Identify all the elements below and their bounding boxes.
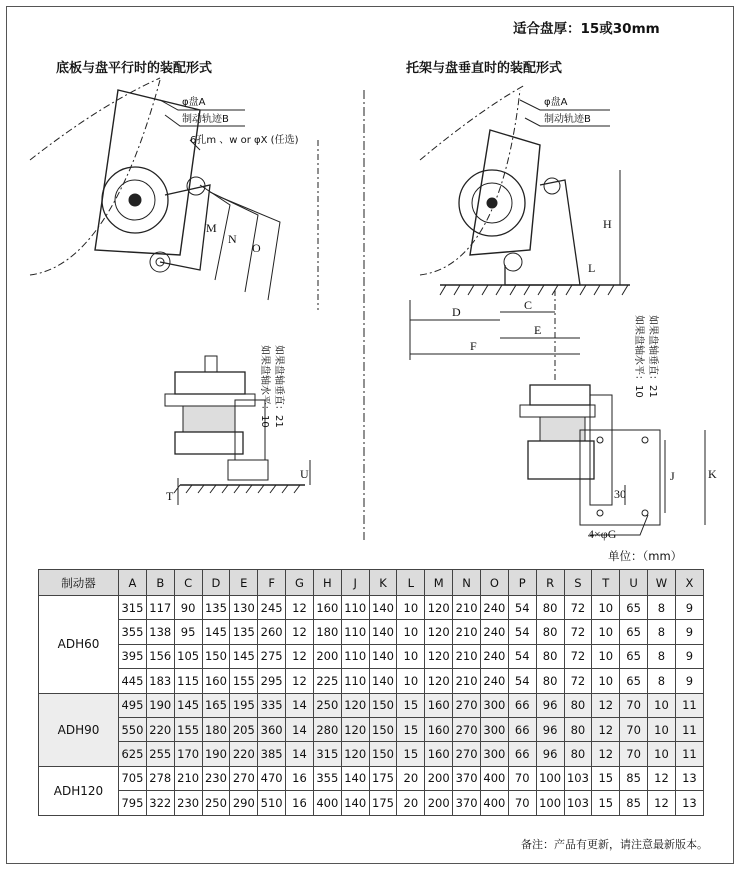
- value-cell: 80: [564, 693, 592, 717]
- value-cell: 100: [536, 766, 564, 790]
- table-row: [39, 791, 704, 815]
- value-cell: 385: [258, 742, 286, 766]
- value-cell: 12: [648, 766, 676, 790]
- value-cell: 180: [202, 717, 230, 741]
- value-cell: 156: [146, 644, 174, 668]
- value-cell: 10: [592, 596, 620, 620]
- value-cell: 12: [286, 669, 314, 693]
- value-cell: 100: [536, 791, 564, 815]
- value-cell: 240: [480, 620, 508, 644]
- value-cell: 140: [369, 669, 397, 693]
- value-cell: 12: [648, 791, 676, 815]
- dim-D: D: [452, 305, 461, 319]
- value-cell: 9: [675, 644, 703, 668]
- value-cell: 270: [230, 766, 258, 790]
- value-cell: 165: [202, 693, 230, 717]
- value-cell: 72: [564, 620, 592, 644]
- value-cell: 175: [369, 766, 397, 790]
- value-cell: 80: [536, 596, 564, 620]
- left-view-title: 底板与盘平行时的装配形式: [56, 61, 213, 76]
- value-cell: 322: [146, 791, 174, 815]
- right-callout-disc: φ盘A: [544, 97, 568, 108]
- value-cell: 54: [508, 669, 536, 693]
- dim-T: T: [166, 489, 174, 503]
- value-cell: 160: [425, 693, 453, 717]
- value-cell: 105: [174, 644, 202, 668]
- value-cell: 295: [258, 669, 286, 693]
- value-cell: 183: [146, 669, 174, 693]
- value-cell: 8: [648, 620, 676, 644]
- value-cell: 96: [536, 693, 564, 717]
- value-cell: 290: [230, 791, 258, 815]
- value-cell: 145: [202, 620, 230, 644]
- value-cell: 15: [592, 791, 620, 815]
- value-cell: 20: [397, 791, 425, 815]
- left-callout-disc: φ盘A: [182, 97, 206, 108]
- left-brake-figure: [30, 78, 318, 310]
- value-cell: 138: [146, 620, 174, 644]
- value-cell: 10: [592, 669, 620, 693]
- value-cell: 16: [286, 791, 314, 815]
- value-cell: 120: [425, 596, 453, 620]
- column-header: S: [564, 570, 592, 596]
- value-cell: 14: [286, 717, 314, 741]
- column-header: D: [202, 570, 230, 596]
- value-cell: 12: [592, 693, 620, 717]
- column-header: J: [341, 570, 369, 596]
- value-cell: 65: [620, 644, 648, 668]
- value-cell: 80: [564, 742, 592, 766]
- value-cell: 120: [425, 620, 453, 644]
- value-cell: 80: [564, 717, 592, 741]
- footnote: 备注：产品有更新，请注意最新版本。: [521, 838, 708, 851]
- value-cell: 70: [620, 717, 648, 741]
- left-side-figure: [165, 356, 310, 505]
- value-cell: 210: [453, 644, 481, 668]
- value-cell: 103: [564, 791, 592, 815]
- value-cell: 15: [397, 742, 425, 766]
- right-side-figure: [520, 385, 705, 535]
- dim-O: O: [252, 241, 261, 255]
- right-brake-figure: [410, 85, 630, 380]
- value-cell: 275: [258, 644, 286, 668]
- value-cell: 210: [453, 596, 481, 620]
- value-cell: 117: [146, 596, 174, 620]
- value-cell: 705: [119, 766, 147, 790]
- value-cell: 355: [313, 766, 341, 790]
- value-cell: 96: [536, 742, 564, 766]
- column-header: C: [174, 570, 202, 596]
- value-cell: 180: [313, 620, 341, 644]
- value-cell: 70: [508, 791, 536, 815]
- value-cell: 140: [341, 791, 369, 815]
- value-cell: 130: [230, 596, 258, 620]
- value-cell: 495: [119, 693, 147, 717]
- value-cell: 150: [202, 644, 230, 668]
- table-row: [39, 766, 704, 790]
- dim-C: C: [524, 298, 533, 312]
- value-cell: 150: [369, 717, 397, 741]
- value-cell: 360: [258, 717, 286, 741]
- value-cell: 250: [313, 693, 341, 717]
- column-header: G: [286, 570, 314, 596]
- value-cell: 72: [564, 644, 592, 668]
- column-header: F: [258, 570, 286, 596]
- table-row: [39, 742, 704, 766]
- column-header: B: [146, 570, 174, 596]
- value-cell: 54: [508, 596, 536, 620]
- column-header: L: [397, 570, 425, 596]
- value-cell: 190: [146, 693, 174, 717]
- value-cell: 470: [258, 766, 286, 790]
- column-header: K: [369, 570, 397, 596]
- value-cell: 255: [146, 742, 174, 766]
- value-cell: 300: [480, 717, 508, 741]
- value-cell: 10: [648, 717, 676, 741]
- value-cell: 20: [397, 766, 425, 790]
- value-cell: 140: [369, 644, 397, 668]
- value-cell: 15: [397, 717, 425, 741]
- table-row: [39, 717, 704, 741]
- column-header: N: [453, 570, 481, 596]
- unit-label: 单位：（mm）: [608, 549, 683, 563]
- table-row: [39, 620, 704, 644]
- left-note-horizontal: 如果盘轴水平：10: [259, 345, 270, 428]
- value-cell: 13: [675, 791, 703, 815]
- value-cell: 9: [675, 620, 703, 644]
- value-cell: 10: [648, 742, 676, 766]
- column-header: E: [230, 570, 258, 596]
- value-cell: 160: [425, 717, 453, 741]
- value-cell: 10: [592, 644, 620, 668]
- value-cell: 160: [425, 742, 453, 766]
- value-cell: 8: [648, 669, 676, 693]
- value-cell: 8: [648, 596, 676, 620]
- column-header: P: [508, 570, 536, 596]
- value-cell: 120: [341, 693, 369, 717]
- column-header: R: [536, 570, 564, 596]
- right-note-vertical: 如果盘轴垂直：21: [647, 315, 658, 398]
- dim-F: F: [470, 339, 477, 353]
- value-cell: 145: [230, 644, 258, 668]
- value-cell: 270: [453, 693, 481, 717]
- value-cell: 445: [119, 669, 147, 693]
- value-cell: 70: [620, 742, 648, 766]
- left-callout-track: 制动轨迹B: [182, 114, 229, 125]
- dim-J: J: [670, 469, 675, 483]
- table-row: [39, 669, 704, 693]
- table-row: [39, 644, 704, 668]
- value-cell: 175: [369, 791, 397, 815]
- value-cell: 150: [369, 742, 397, 766]
- value-cell: 135: [230, 620, 258, 644]
- value-cell: 65: [620, 596, 648, 620]
- value-cell: 80: [536, 669, 564, 693]
- column-header: M: [425, 570, 453, 596]
- dim-U: U: [300, 467, 309, 481]
- value-cell: 54: [508, 620, 536, 644]
- value-cell: 315: [119, 596, 147, 620]
- value-cell: 355: [119, 620, 147, 644]
- value-cell: 110: [341, 644, 369, 668]
- column-header: H: [313, 570, 341, 596]
- value-cell: 220: [230, 742, 258, 766]
- value-cell: 195: [230, 693, 258, 717]
- value-cell: 135: [202, 596, 230, 620]
- value-cell: 9: [675, 596, 703, 620]
- value-cell: 400: [313, 791, 341, 815]
- value-cell: 160: [202, 669, 230, 693]
- value-cell: 10: [397, 596, 425, 620]
- value-cell: 10: [397, 620, 425, 644]
- value-cell: 70: [508, 766, 536, 790]
- value-cell: 170: [174, 742, 202, 766]
- disc-thickness-note: 适合盘厚：15或30mm: [513, 21, 660, 37]
- value-cell: 85: [620, 766, 648, 790]
- value-cell: 300: [480, 742, 508, 766]
- dim-L: L: [588, 261, 596, 275]
- value-cell: 10: [592, 620, 620, 644]
- spec-table: [38, 569, 704, 816]
- value-cell: 200: [313, 644, 341, 668]
- value-cell: 280: [313, 717, 341, 741]
- value-cell: 65: [620, 620, 648, 644]
- dim-E: E: [534, 323, 542, 337]
- column-header: 制动器: [39, 570, 119, 596]
- spec-table-header: [39, 570, 704, 596]
- value-cell: 120: [341, 717, 369, 741]
- value-cell: 230: [202, 766, 230, 790]
- value-cell: 140: [341, 766, 369, 790]
- value-cell: 240: [480, 596, 508, 620]
- left-note-vertical: 如果盘轴垂直：21: [273, 345, 284, 428]
- value-cell: 72: [564, 596, 592, 620]
- right-callout-track: 制动轨迹B: [544, 114, 591, 125]
- value-cell: 395: [119, 644, 147, 668]
- value-cell: 140: [369, 596, 397, 620]
- value-cell: 110: [341, 596, 369, 620]
- column-header: T: [592, 570, 620, 596]
- value-cell: 120: [425, 644, 453, 668]
- value-cell: 13: [675, 766, 703, 790]
- value-cell: 205: [230, 717, 258, 741]
- column-header: O: [480, 570, 508, 596]
- value-cell: 115: [174, 669, 202, 693]
- value-cell: 110: [341, 620, 369, 644]
- value-cell: 10: [397, 669, 425, 693]
- value-cell: 12: [286, 596, 314, 620]
- table-row: [39, 596, 704, 620]
- dim-K: K: [708, 467, 717, 481]
- column-header: U: [620, 570, 648, 596]
- value-cell: 85: [620, 791, 648, 815]
- value-cell: 72: [564, 669, 592, 693]
- right-view-title: 托架与盘垂直时的装配形式: [406, 61, 563, 76]
- value-cell: 12: [592, 717, 620, 741]
- value-cell: 200: [425, 791, 453, 815]
- value-cell: 225: [313, 669, 341, 693]
- value-cell: 95: [174, 620, 202, 644]
- value-cell: 155: [230, 669, 258, 693]
- value-cell: 795: [119, 791, 147, 815]
- model-cell: ADH120: [39, 766, 119, 815]
- value-cell: 15: [592, 766, 620, 790]
- value-cell: 11: [675, 717, 703, 741]
- value-cell: 145: [174, 693, 202, 717]
- value-cell: 66: [508, 742, 536, 766]
- model-cell: ADH60: [39, 596, 119, 694]
- dim-M: M: [206, 221, 217, 235]
- value-cell: 300: [480, 693, 508, 717]
- value-cell: 278: [146, 766, 174, 790]
- value-cell: 210: [453, 669, 481, 693]
- value-cell: 66: [508, 717, 536, 741]
- value-cell: 120: [341, 742, 369, 766]
- value-cell: 245: [258, 596, 286, 620]
- value-cell: 550: [119, 717, 147, 741]
- value-cell: 210: [453, 620, 481, 644]
- value-cell: 110: [341, 669, 369, 693]
- value-cell: 315: [313, 742, 341, 766]
- column-header: X: [675, 570, 703, 596]
- value-cell: 96: [536, 717, 564, 741]
- value-cell: 12: [592, 742, 620, 766]
- value-cell: 14: [286, 693, 314, 717]
- value-cell: 270: [453, 742, 481, 766]
- value-cell: 12: [286, 620, 314, 644]
- value-cell: 160: [313, 596, 341, 620]
- model-cell: ADH90: [39, 693, 119, 766]
- value-cell: 400: [480, 791, 508, 815]
- value-cell: 15: [397, 693, 425, 717]
- dim-N: N: [228, 232, 237, 246]
- value-cell: 66: [508, 693, 536, 717]
- value-cell: 10: [648, 693, 676, 717]
- value-cell: 14: [286, 742, 314, 766]
- value-cell: 80: [536, 620, 564, 644]
- value-cell: 510: [258, 791, 286, 815]
- right-note-horizontal: 如果盘轴水平：10: [633, 315, 644, 398]
- value-cell: 150: [369, 693, 397, 717]
- column-header: W: [648, 570, 676, 596]
- value-cell: 220: [146, 717, 174, 741]
- value-cell: 103: [564, 766, 592, 790]
- value-cell: 65: [620, 669, 648, 693]
- value-cell: 210: [174, 766, 202, 790]
- value-cell: 370: [453, 766, 481, 790]
- value-cell: 11: [675, 742, 703, 766]
- value-cell: 335: [258, 693, 286, 717]
- value-cell: 260: [258, 620, 286, 644]
- left-callout-holes: 6孔m 、w or φX (任选): [190, 135, 299, 146]
- value-cell: 54: [508, 644, 536, 668]
- value-cell: 140: [369, 620, 397, 644]
- value-cell: 155: [174, 717, 202, 741]
- value-cell: 625: [119, 742, 147, 766]
- value-cell: 370: [453, 791, 481, 815]
- value-cell: 240: [480, 644, 508, 668]
- column-header: A: [119, 570, 147, 596]
- value-cell: 230: [174, 791, 202, 815]
- hole-note: 4×φG: [588, 527, 617, 541]
- value-cell: 240: [480, 669, 508, 693]
- value-cell: 8: [648, 644, 676, 668]
- value-cell: 90: [174, 596, 202, 620]
- value-cell: 16: [286, 766, 314, 790]
- value-cell: 70: [620, 693, 648, 717]
- table-row: [39, 693, 704, 717]
- value-cell: 270: [453, 717, 481, 741]
- value-cell: 120: [425, 669, 453, 693]
- value-cell: 80: [536, 644, 564, 668]
- value-cell: 250: [202, 791, 230, 815]
- dim-30: 30: [614, 487, 626, 501]
- value-cell: 200: [425, 766, 453, 790]
- value-cell: 190: [202, 742, 230, 766]
- value-cell: 12: [286, 644, 314, 668]
- dim-H: H: [603, 217, 612, 231]
- value-cell: 9: [675, 669, 703, 693]
- value-cell: 10: [397, 644, 425, 668]
- value-cell: 11: [675, 693, 703, 717]
- value-cell: 400: [480, 766, 508, 790]
